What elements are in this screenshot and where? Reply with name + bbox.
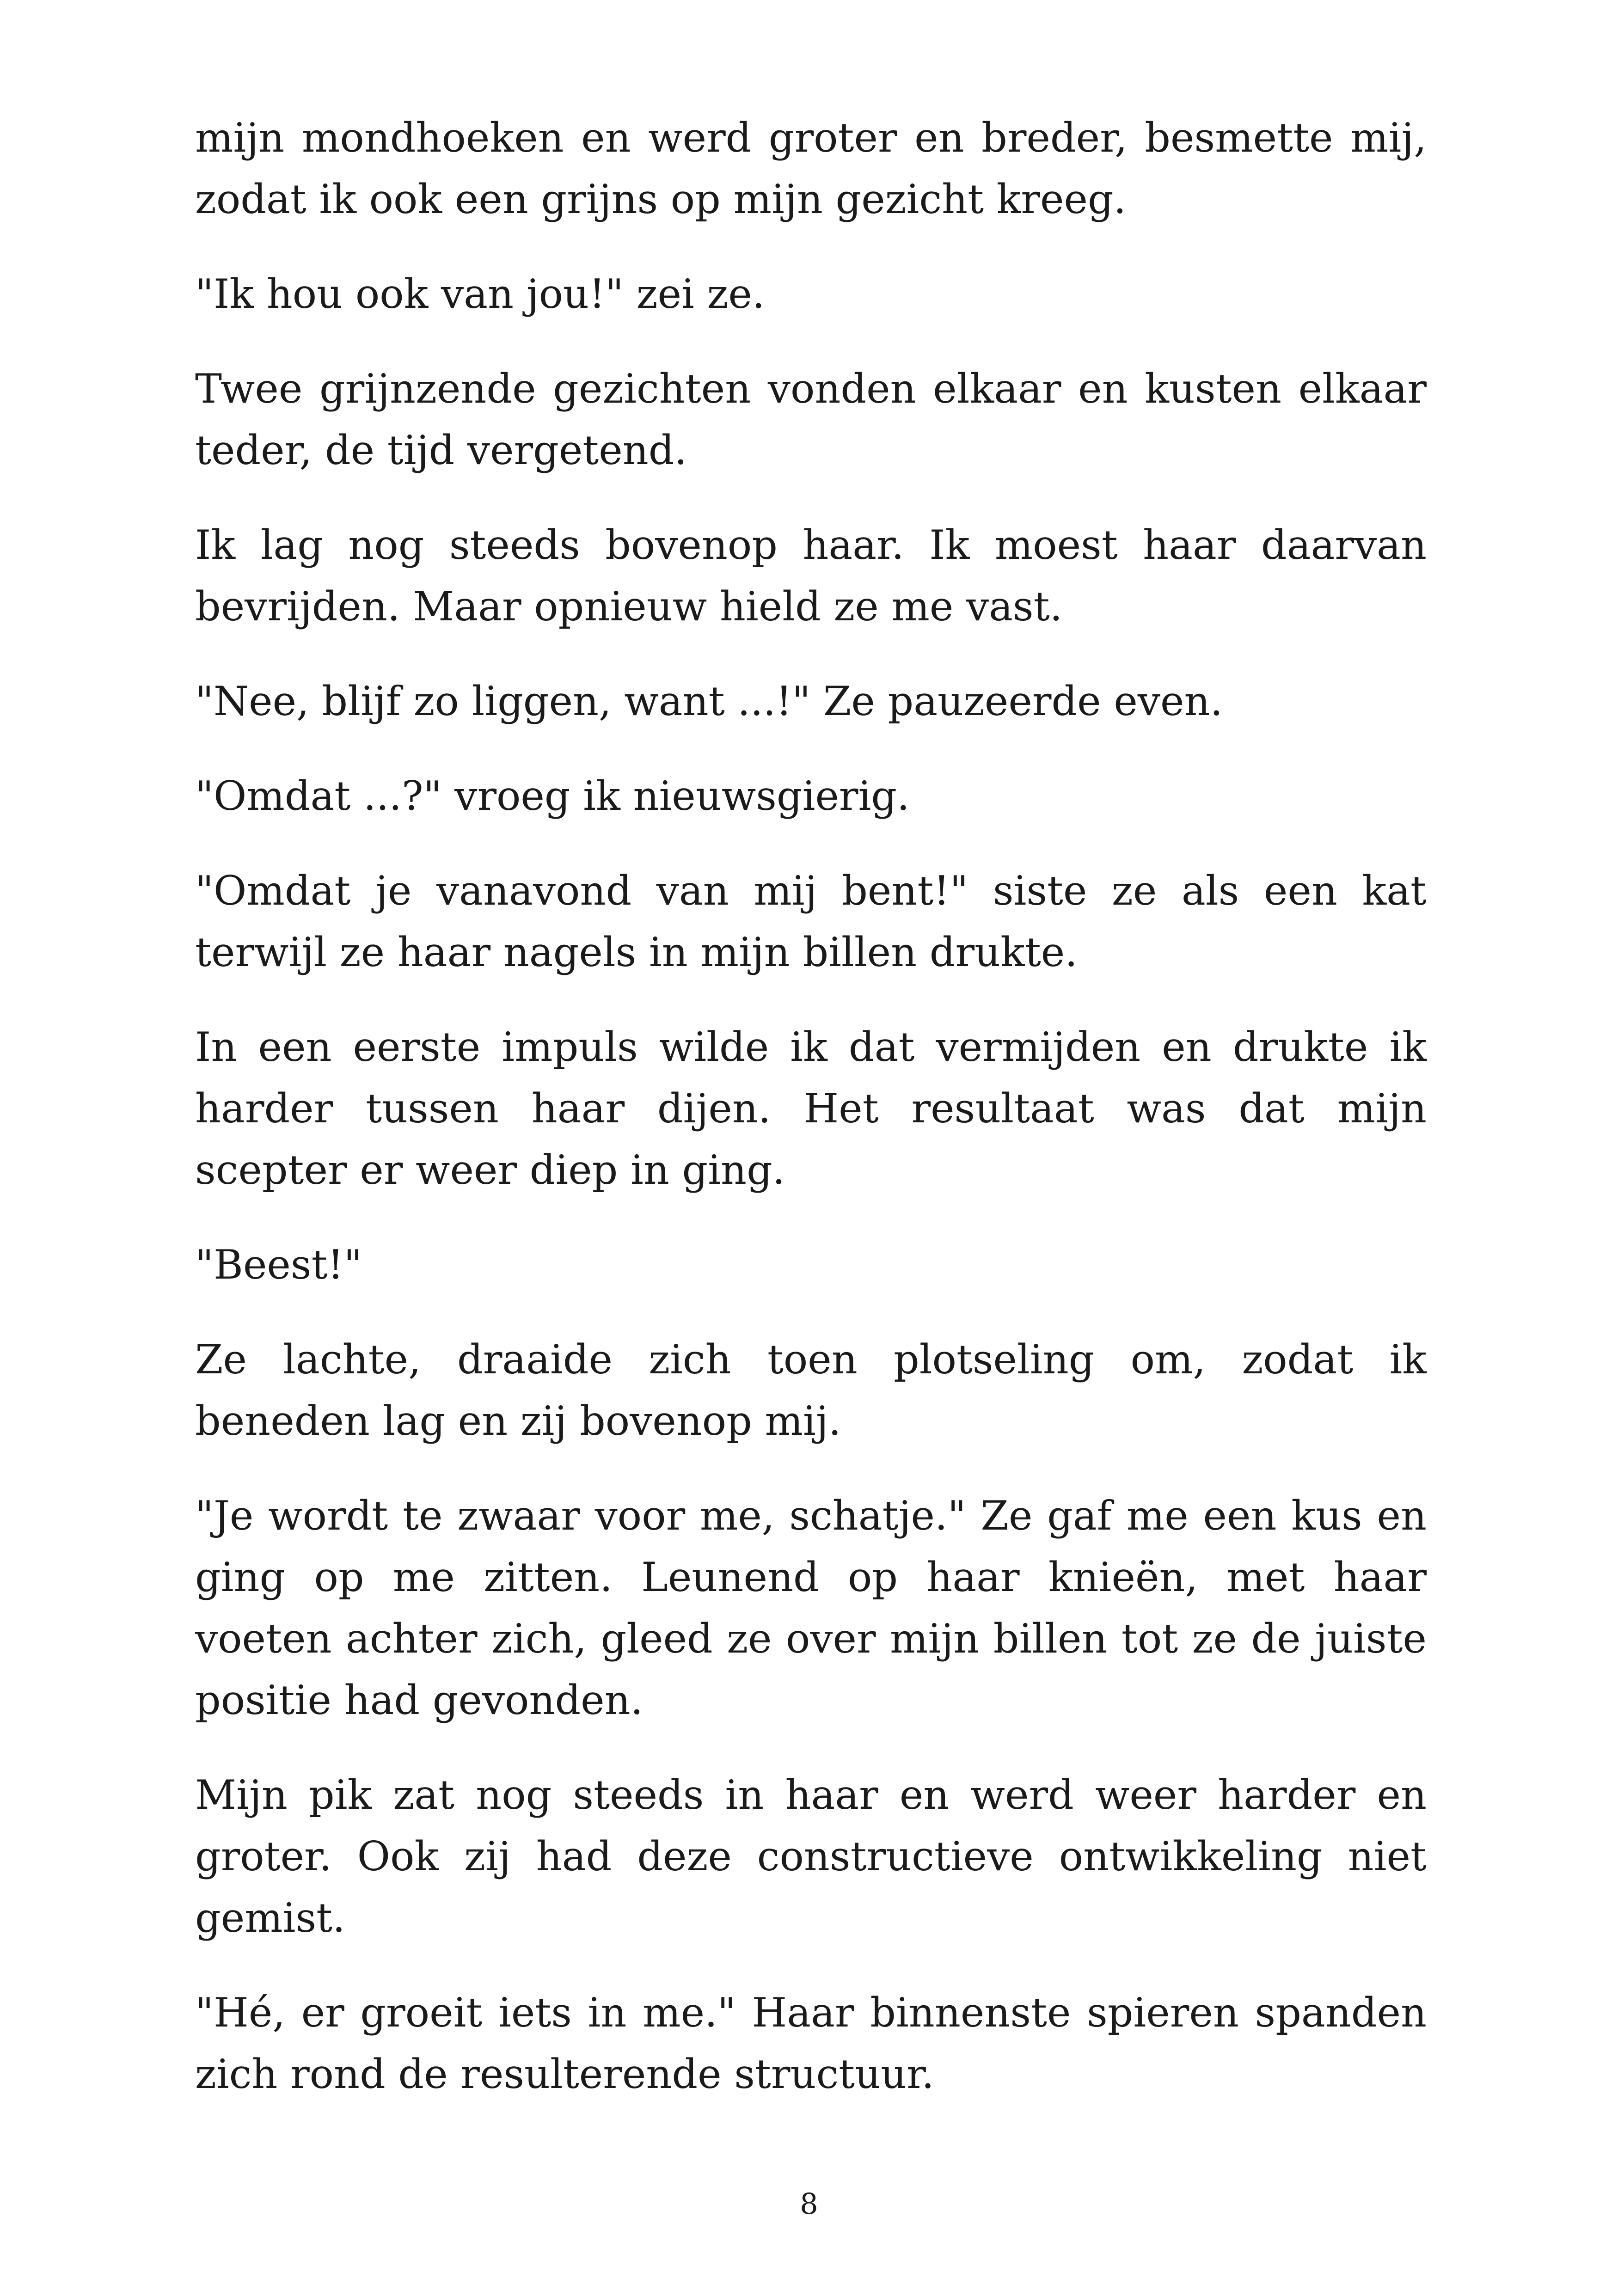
paragraph: "Je wordt te zwaar voor me, schatje." Ze gaf me een kus en ging op me zitten. Leunend op haar knieën, met haar voeten achter zich, gleed ze over mijn billen tot ze de juiste positie had gevonden. xyxy=(195,1492,1427,1724)
paragraph: "Nee, blijf zo liggen, want ...!" Ze pauzeerde even. xyxy=(195,678,1223,725)
paragraph: Mijn pik zat nog steeds in haar en werd weer harder en groter. Ook zij had deze constructieve ontwikkeling niet gemist. xyxy=(195,1771,1427,1941)
paragraph: "Hé, er groeit iets in me." Haar binnenste spieren spanden zich rond de resulterende structuur. xyxy=(195,1989,1427,2098)
paragraph: Twee grijnzende gezichten vonden elkaar en kusten elkaar teder, de tijd vergetend. xyxy=(195,365,1427,474)
paragraph: Ze lachte, draaide zich toen plotseling om, zodat ik beneden lag en zij bovenop mij. xyxy=(195,1336,1427,1445)
text-body xyxy=(195,107,1427,2138)
paragraph: "Beest!" xyxy=(195,1241,362,1288)
paragraph: Ik lag nog steeds bovenop haar. Ik moest haar daarvan bevrijden. Maar opnieuw hield ze me vast. xyxy=(195,521,1427,630)
paragraph: "Omdat ...?" vroeg ik nieuwsgierig. xyxy=(195,772,910,820)
page-number: 8 xyxy=(800,2187,818,2221)
paragraph: mijn mondhoeken en werd groter en breder, besmette mij, zodat ik ook een grijns op mijn gezicht kreeg. xyxy=(195,114,1427,223)
paragraph: "Ik hou ook van jou!" zei ze. xyxy=(195,270,765,318)
paragraph: "Omdat je vanavond van mij bent!" siste ze als een kat terwijl ze haar nagels in mijn billen drukte. xyxy=(195,867,1427,976)
paragraph: In een eerste impuls wilde ik dat vermijden en drukte ik harder tussen haar dijen. Het resultaat was dat mijn scepter er weer diep in ging. xyxy=(195,1023,1427,1194)
